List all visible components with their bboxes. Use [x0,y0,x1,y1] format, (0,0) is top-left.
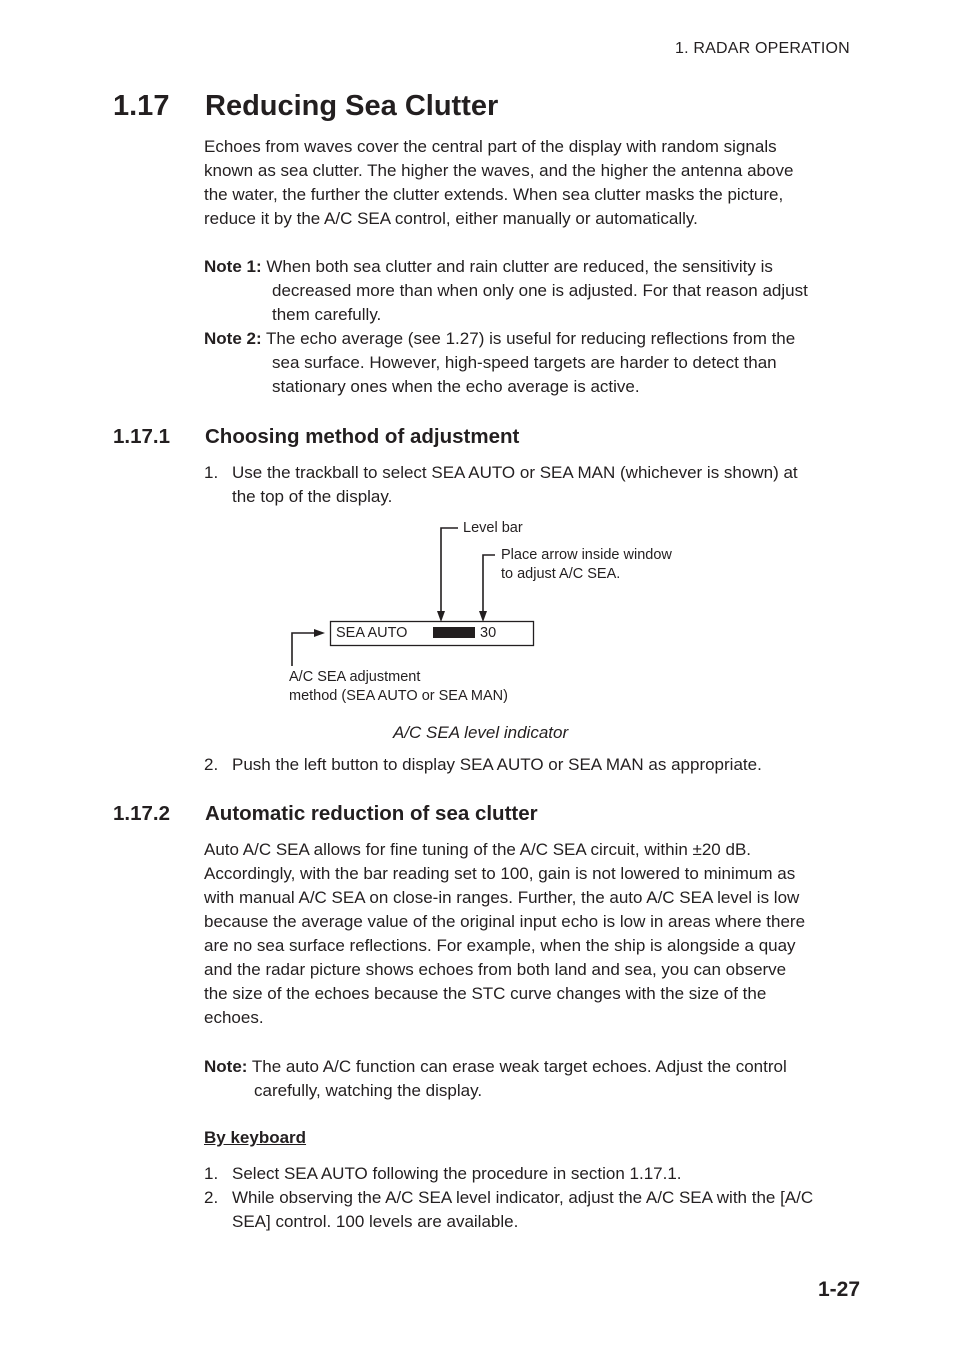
note-3 [204,1055,864,1103]
list-text: SEA] control. 100 levels are available. [232,1212,519,1231]
label-line: A/C SEA adjustment [289,669,421,685]
list-item [204,1186,869,1234]
section-title: Reducing Sea Clutter [205,90,499,122]
intro-line: Echoes from waves cover the central part of the display with random signals [204,137,777,156]
list-number: 2. [204,755,219,774]
note-text: When both sea clutter and rain clutter are reduced, the sensitivity is [266,257,773,276]
list-text: Select SEA AUTO following the procedure in section 1.17.1. [232,1164,682,1183]
intro-line: known as sea clutter. The higher the waves, and the higher the antenna above [204,161,794,180]
subsection-heading [113,802,538,826]
note-text: stationary ones when the echo average is active. [272,377,640,396]
subsection-number: 1.17.2 [113,802,170,825]
paragraph-line: and the radar picture shows echoes from both land and sea, you can observe [204,960,787,979]
method-leader [292,633,315,666]
sea-level-value: 30 [480,625,497,641]
paragraph-line: with manual A/C SEA on close-in ranges. Further, the auto A/C SEA level is low [204,888,800,907]
running-head: 1. RADAR OPERATION [675,40,850,57]
level-bar [433,627,475,638]
subsection-number: 1.17.1 [113,425,170,448]
note-text: The auto A/C function can erase weak target echoes. Adjust the control [251,1057,787,1076]
paragraph-line: the size of the echoes because the STC curve changes with the size of the [204,984,767,1003]
by-keyboard-heading: By keyboard [204,1128,307,1147]
list-number: 1. [204,1164,219,1183]
note-text: sea surface. However, high-speed targets are harder to detect than [272,353,777,372]
note-label: Note 2: [204,329,262,348]
note-label: Note 1: [204,257,262,276]
paragraph-line: are no sea surface reflections. For example, when the ship is alongside a quay [204,936,796,955]
place-arrow-leader [483,555,495,612]
auto-paragraph [204,838,864,1030]
list-number: 2. [204,1188,219,1207]
paragraph-line: Auto A/C SEA allows for fine tuning of the A/C SEA circuit, within ±20 dB. [204,840,752,859]
subsection-title: Choosing method of adjustment [205,425,520,448]
level-bar-arrowhead [437,611,445,622]
label-line: method (SEA AUTO or SEA MAN) [289,688,508,704]
label-place-arrow [501,546,672,584]
paragraph-line: echoes. [204,1008,264,1027]
label-level-bar: Level bar [463,520,523,536]
note-text: carefully, watching the display. [254,1081,483,1100]
paragraph-line: Accordingly, with the bar reading set to 100, gain is not lowered to minimum as [204,864,796,883]
list-text: the top of the display. [232,487,393,506]
subsection-title: Automatic reduction of sea clutter [205,802,538,825]
list-number: 1. [204,463,219,482]
figure-caption: A/C SEA level indicator [393,723,569,742]
note-text: decreased more than when only one is adjusted. For that reason adjust [272,281,808,300]
paragraph-line: because the average value of the original input echo is low in areas where there [204,912,806,931]
note-text: them carefully. [272,305,382,324]
method-arrowhead [314,629,325,637]
list-text: Use the trackball to select SEA AUTO or SEA MAN (whichever is shown) at [232,463,798,482]
sea-mode-text[interactable]: SEA AUTO [336,625,408,641]
note-label: Note: [204,1057,248,1076]
intro-line: the water, the further the clutter extends. When sea clutter masks the picture, [204,185,784,204]
label-line: to adjust A/C SEA. [501,566,621,582]
label-method [289,668,508,706]
list-item [204,753,869,777]
level-bar-leader [441,528,458,612]
note-text: The echo average (see 1.27) is useful for reducing reflections from the [266,329,796,348]
label-line: Place arrow inside window [501,547,672,563]
list-text: While observing the A/C SEA level indicator, adjust the A/C SEA with the [A/C [232,1188,814,1207]
list-item [204,1162,869,1186]
page-number: 1-27 [818,1278,861,1301]
section-number: 1.17 [113,90,170,122]
list-text: Push the left button to display SEA AUTO or SEA MAN as appropriate. [232,755,762,774]
place-arrow-arrowhead [479,611,487,622]
intro-line: reduce it by the A/C SEA control, either manually or automatically. [204,209,698,228]
